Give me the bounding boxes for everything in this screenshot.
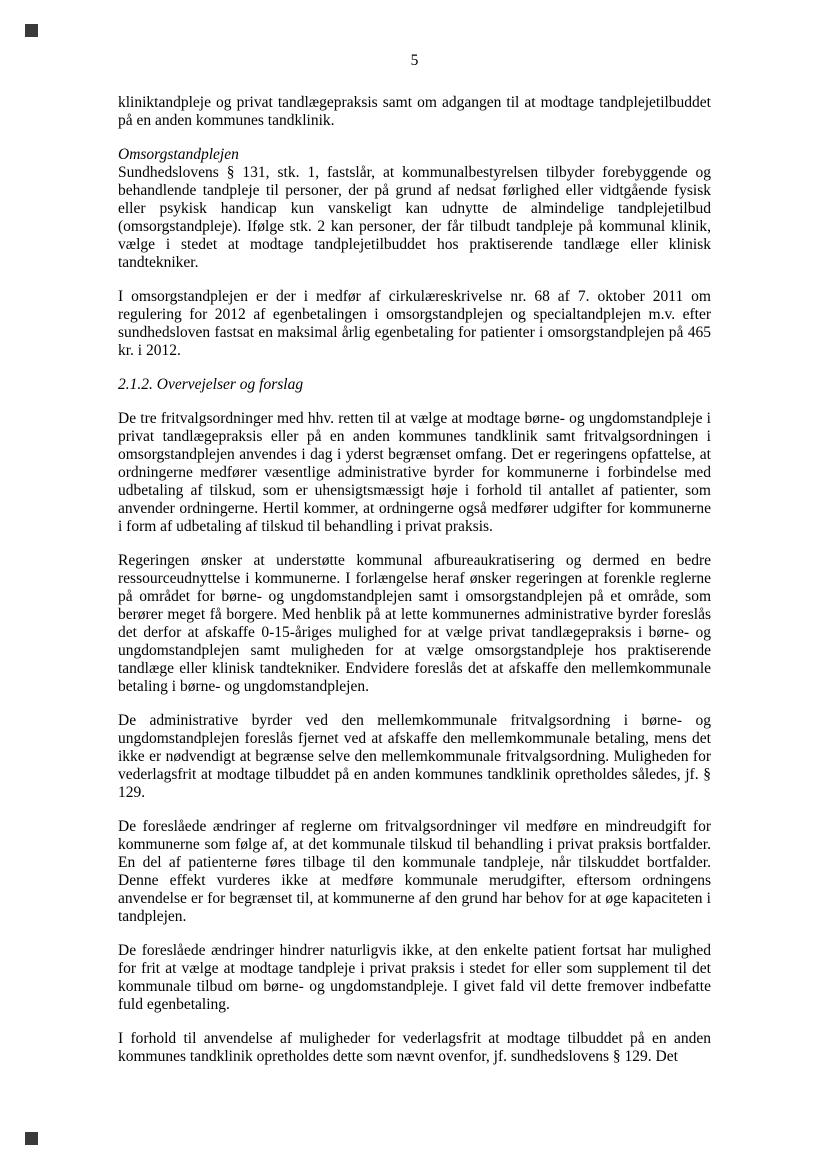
paragraph: I omsorgstandplejen er der i medfør af cirkulæreskrivelse nr. 68 af 7. oktober 2011 om regulering for 2012 af egenbetalingen i omsorgstandplejen og specialtandplejen m.v. efter sundhedsloven fastsat en maksimal årlig egenbetaling for patienter i omsorgstandplejen på 465 kr. i 2012. [118,288,711,359]
paragraph: De foreslåede ændringer hindrer naturligvis ikke, at den enkelte patient fortsat har mulighed for frit at vælge at modtage tandpleje i privat praksis i stedet for eller som supplement til det kommunale tilbud om børne- og ungdomstandpleje. I givet fald vil dette fremover indbefatte fuld egenbetaling. [118,942,711,1013]
page-number: 5 [410,52,419,69]
paragraph: Sundhedslovens § 131, stk. 1, fastslår, at kommunalbestyrelsen tilbyder forebyggende og behandlende tandpleje til personer, der på grund af nedsat førlighed eller vidtgående fysisk eller psykisk handicap kun vanskeligt kan udnytte de almindelige tandplejetilbud (omsorgstandpleje). Ifølge stk. 2 kan personer, der får tilbudt tandpleje på kommunal klinik, vælge i stedet at modtage tandplejetilbuddet hos praktiserende tandlæge eller klinisk tandtekniker. [118,164,711,271]
paragraph: kliniktandpleje og privat tandlægepraksis samt om adgangen til at modtage tandplejetilbuddet på en anden kommunes tandklinik. [118,94,711,129]
paragraph: I forhold til anvendelse af muligheder for vederlagsfrit at modtage tilbuddet på en anden kommunes tandklinik opretholdes dette som nævnt ovenfor, jf. sundhedslovens § 129. Det [118,1030,711,1065]
paragraph: De administrative byrder ved den mellemkommunale fritvalgsordning i børne- og ungdomstandplejen foreslås fjernet ved at afskaffe den mellemkommunale betaling, mens det ikke er nødvendigt at begrænse selve den mellemkommunale fritvalgsordning. Muligheden for vederlagsfrit at modtage tilbuddet på en anden kommunes tandklinik opretholdes således, jf. § 129. [118,712,711,801]
scan-artifact-mark [25,24,38,37]
paragraph: Regeringen ønsker at understøtte kommunal afbureaukratisering og dermed en bedre ressourceudnyttelse i kommunerne. I forlængelse heraf ønsker regeringen at forenkle reglerne på området for børne- og ungdomstandplejen samt i omsorgstandplejen på et område, som berører meget få borgere. Med henblik på at lette kommunernes administrative byrder foreslås det derfor at afskaffe 0-15-åriges mulighed for at vælge privat tandlægepraksis i børne- og ungdomstandplejen samt muligheden for at vælge omsorgstandpleje hos praktiserende tandlæge eller klinisk tandtekniker. Endvidere foreslås det at afskaffe den mellemkommunale betaling i børne- og ungdomstandplejen. [118,552,711,695]
paragraph: De tre fritvalgsordninger med hhv. retten til at vælge at modtage børne- og ungdomstandpleje i privat tandlægepraksis eller på en anden kommunes tandklinik samt fritvalgsordningen i omsorgstandplejen anvendes i dag i yderst begrænset omfang. Det er regeringens opfattelse, at ordningerne medfører væsentlige administrative byrder for kommunerne i forbindelse med udbetaling af tilskud, som er uhensigtsmæssigt høje i forhold til antallet af patienter, som anvender ordningerne. Hertil kommer, at ordningerne også medfører udgifter for kommunerne i form af udbetaling af tilskud til behandling i privat praksis. [118,410,711,535]
scan-artifact-mark [25,1132,38,1145]
section-heading-overvejelser-og-forslag: 2.1.2. Overvejelser og forslag [118,376,304,393]
section-heading-omsorgstandplejen: Omsorgstandplejen [118,146,239,163]
page-content [118,94,711,1082]
paragraph: De foreslåede ændringer af reglerne om fritvalgsordninger vil medføre en mindreudgift for kommunerne som følge af, at det kommunale tilskud til behandling i privat praksis bortfalder. En del af patienterne føres tilbage til den kommunale tandpleje, når tilskuddet bortfalder. Denne effekt vurderes ikke at medføre kommunale merudgifter, eftersom ordningens anvendelse er for begrænset til, at kommunerne af den grund har behov for at øge kapaciteten i tandplejen. [118,818,711,925]
